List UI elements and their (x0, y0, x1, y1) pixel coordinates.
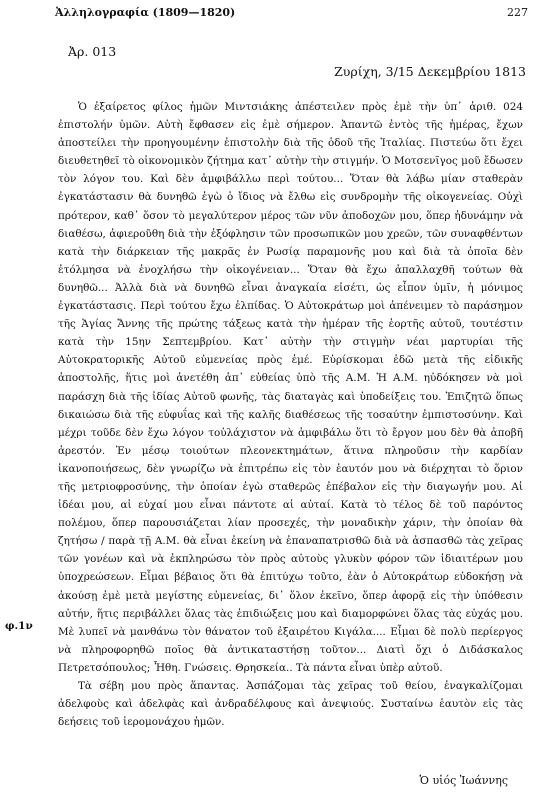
closing-paragraph: Τὰ σέβη μου πρὸς ἅπαντας. Ἀσπάζομαι τὰς χεῖρας τοῦ θείου, ἐναγκαλίζομαι ἀδελφοὺς καὶ ἀδελφὰς καὶ ἀνδραδέλφους καὶ ἀνεψιούς. Συσταίνω ἑαυτὸν εἰς τὰς δεήσεις τοῦ ἱερομονάχου ἡμῶν. (58, 680, 523, 729)
letter-body (58, 98, 523, 731)
folio-margin-note: φ.1ν (5, 620, 33, 632)
place-date-line: Ζυρίχη, 3/15 Δεκεμβρίου 1813 (334, 64, 526, 79)
document-number: Ἀρ. 013 (68, 44, 117, 59)
body-paragraph: Ὁ ἐξαίρετος φίλος ἡμῶν Μιντσιάκης ἀπέστειλεν πρὸς ἐμὲ τὴν ὑπ᾽ ἀριθ. 024 ἐπιστολήν ὑμῶν. Αὐτὴ ἔφθασεν εἰς ἐμὲ σήμερον. Ἀπαντῶ ἐντὸς τῆς ἡμέρας, ἔχων ἀποστείλει τὴν προηγουμένην ἐπιστολὴν διὰ τῆς ὁδοῦ τῆς Ἰταλίας. Πιστεύω ὅτι ἔχει διευθετηθεῖ τὸ οἰκονομικὸν ζήτημα κατ᾽ αὐτὴν τὴν στιγμήν. Ὁ Μοτσενῖγος μοῦ ἔδωσεν τὸν λόγον του. Καὶ δὲν ἀμφιβάλλω περὶ τούτου... Ὅταν θὰ λάβω μίαν σταθερὰν ἐγκατάστασιν θὰ δυνηθῶ ἐγὼ ὁ ἴδιος νὰ ἔλθω εἰς συνδρομὴν τῆς οἰκογενείας. Οὐχὶ πρότερον, καθ᾽ ὅσον τὸ μεγαλύτερον μέρος τῶν νῦν ἀποδοχῶν μου, ὅπερ ἠδυνάμην νὰ διαθέσω, ἀφιεροῦθη διὰ τὴν ἐξόφλησιν τῶν προσωπικῶν μου χρεῶν, τῶν συναφθέντων κατὰ τὴν διάρκειαν τῆς μακρᾶς ἐν Ρωσίᾳ παραμονῆς μου καὶ διὰ τὰ ὁποῖα δὲν ἐτόλμησα νὰ ἐνοχλήσω τὴν οἰκογένειαν... Ὅταν θὰ ἔχω ἀπαλλαχθῆ τούτων θὰ δυνηθῶ... Ἀλλὰ διὰ νὰ δυνηθῶ εἶναι ἀναγκαία εἰσέτι, ὡς εἶπον ὑμῖν, ἡ μόνιμος ἐγκατάστασις. Περὶ τούτου ἔχω ἐλπίδας. Ὁ Αὐτοκράτωρ μοὶ ἀπένειμεν τὸ παράσημον τῆς Ἁγίας Ἄννης τῆς πρώτης τάξεως κατὰ τὴν ἡμέραν τῆς ἑορτῆς αὐτοῦ, τουτέστιν κατὰ τὴν 15ην Σεπτεμβρίου. Κατ᾽ αὐτὴν τὴν στιγμὴν νέαι μαρτυρίαι τῆς Αὐτοκρατορικῆς Αὐτοῦ εὐμενείας πρὸς ἐμέ. Εὑρίσκομαι ἐδῶ μετὰ τῆς εἰδικῆς ἀποστολῆς, ἥτις μοὶ ἀνετέθη ἀπ᾽ εὐθείας ὑπὸ τῆς Α.Μ. Ἡ Α.Μ. ηὐδόκησεν νὰ μοὶ παράσχη διὰ τῆς ἰδίας Αὐτοῦ φωνῆς, τὰς διαταγὰς καὶ ὑποδείξεις του. Ἐπιζητῶ ὅπως δικαιώσω διὰ τῆς εὐφυΐας καὶ τῆς καλῆς διαθέσεως τῆς τοσαύτην ἐμπιστοσύνην. Καὶ μέχρι τοῦδε δὲν ἔχω λόγον τοὐλάχιστον νὰ ἀμφιβάλω ὅτι τὸ ἔργον μου δὲν θὰ ἀποβῆ ἀρεστόν. Ἐν μέσῳ τοιούτων πλεονεκτημάτων, ἅτινα πληροῦσιν τὴν καρδίαν ἱκανοποιήσεως, δὲν γνωρίζω νὰ ἐπιτρέπω εἰς τὸν ἑαυτόν μου νὰ διέρχηται τὸ ὅριον τῆς μετριοφροσύνης, τὴν ὁποίαν ἐγὼ σταθερῶς ἐπέβαλον εἰς τὴν διαγωγήν μου. Αἱ ἰδέαι μου, αἱ εὐχαί μου εἶναι πάντοτε αἱ αὐταί. Κατὰ τὸ τέλος δὲ τοῦ παρόντος πολέμου, ὅπερ παρουσιάζεται λίαν προσεχές, τὴν μοναδικὴν χάριν, τὴν ὁποίαν θὰ ζητήσω / παρὰ τῇ Α.Μ. θὰ εἶναι ἐκείνη νὰ ἐπαναπατρισθῶ διὰ νὰ ἀσπασθῶ τὰς χεῖρας τῶν γονέων καὶ νὰ ἐκπληρώσω τὸν πρὸς αὐτοὺς γλυκὺν φόρον τῶν ἰδιαιτέρων μου ὑποχρεώσεων. Εἶμαι βέβαιος ὅτι θὰ ἐπιτύχω τοῦτο, ἐὰν ὁ Αὐτοκράτωρ εὐδοκήσῃ νὰ ἀκούσῃ ἐμὲ μετὰ μεγίστης εὐμενείας, δι᾽ ὅλον ἐκεῖνο, ὅπερ ἀφορᾷ εἰς τὴν ὑπόθεσιν αὐτήν, ἥτις περιβάλλει ὅλας τὰς ἐπιδιώξεις μου καὶ διαμορφώνει ὅλας τὰς εὐχάς μου. Μὲ λυπεῖ νὰ μανθάνω τὸν θάνατον τοῦ ἐξαιρέτου Κιγάλα.... Εἶμαι δὲ πολὺ περίεργος νὰ πληροφορηθῶ ποῖος θὰ ἀντικαταστήσῃ τοῦτον... Διατὶ ὄχι ὁ Διδάσκαλος Πετρετσόπουλος; Ἦθη. Γνώσεις. Θρησκεία.. Τὰ πάντα εἶναι ὑπὲρ αὐτοῦ. (58, 101, 523, 674)
running-header (55, 6, 528, 22)
signature: Ὁ υἱός Ἰωάννης (419, 774, 508, 787)
running-title: Ἀλληλογραφία (1809—1820) (55, 6, 236, 19)
page-number: 227 (507, 6, 528, 19)
